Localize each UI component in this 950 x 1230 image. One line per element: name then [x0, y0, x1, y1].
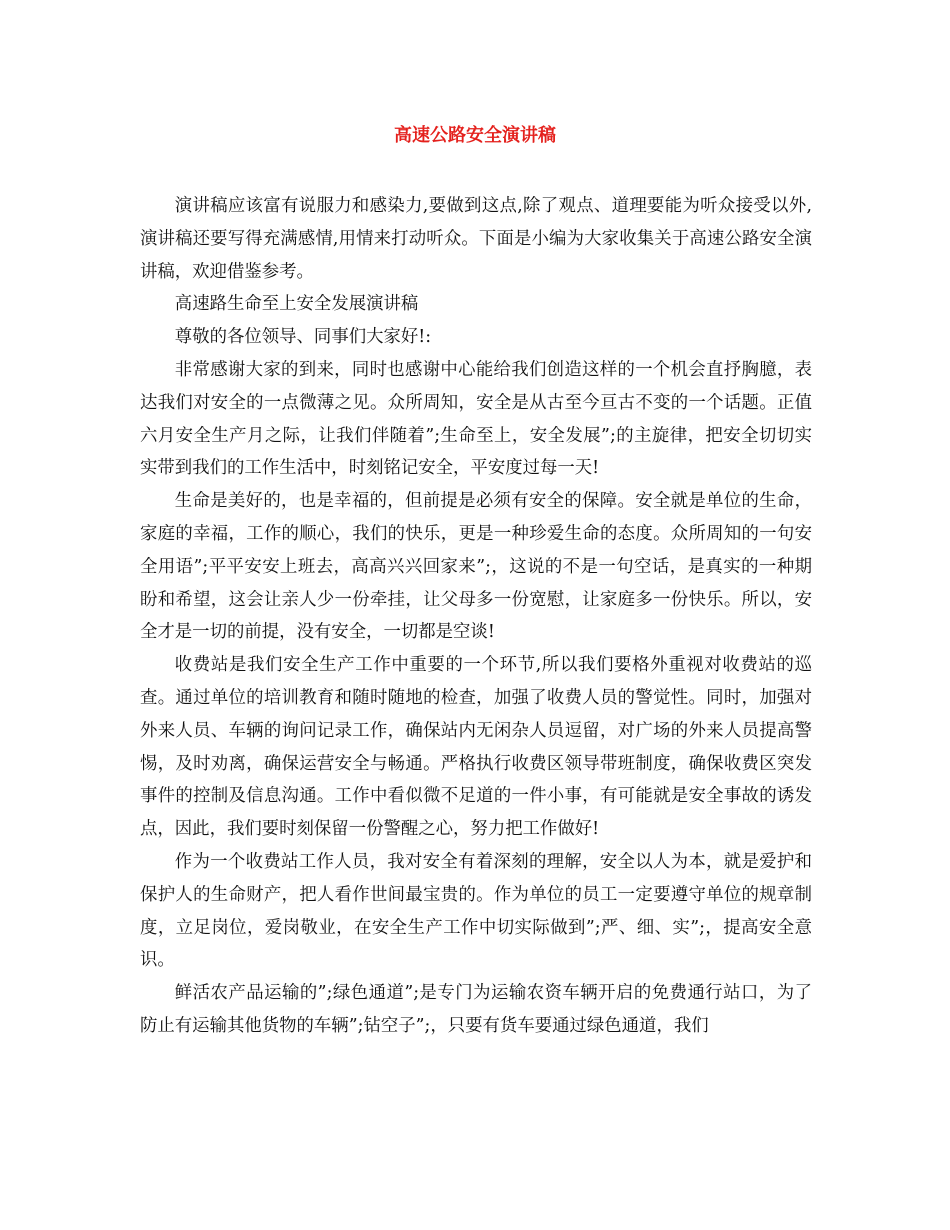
paragraph-life: 生命是美好的，也是幸福的，但前提是必须有安全的保障。安全就是单位的生命，家庭的幸福，工作的顺心，我们的快乐，更是一种珍爱生命的态度。众所周知的一句安全用语”;平平安安上班去，高高兴兴回家来”;，这说的不是一句空话，是真实的一种期盼和希望，这会让亲人少一份牵挂，让父母多一份宽慰，让家庭多一份快乐。所以，安全才是一切的前提，没有安全，一切都是空谈!	[140, 491, 812, 643]
paragraph-greeting: 尊敬的各位领导、同事们大家好!:	[174, 327, 432, 348]
paragraph-toll-station: 收费站是我们安全生产工作中重要的一个环节,所以我们要格外重视对收费站的巡查。通过单位的培训教育和随时随地的检查，加强了收费人员的警觉性。同时，加强对外来人员、车辆的询问记录工作，确保站内无闲杂人员逗留，对广场的外来人员提高警惕，及时劝离，确保运营安全与畅通。严格执行收费区领导带班制度，确保收费区突发事件的控制及信息沟通。工作中看似微不足道的一件小事，有可能就是安全事故的诱发点，因此，我们要时刻保留一份警醒之心，努力把工作做好!	[140, 655, 812, 840]
paragraph-green-channel: 鲜活农产品运输的”;绿色通道”;是专门为运输农资车辆开启的免费通行站口，为了防止有运输其他货物的车辆”;钻空子”;，只要有货车要通过绿色通道，我们	[140, 983, 812, 1036]
document-title: 高速公路安全演讲稿	[394, 125, 556, 146]
paragraph-intro: 演讲稿应该富有说服力和感染力,要做到这点,除了观点、道理要能为听众接受以外,演讲稿还要写得充满感情,用情来打动听众。下面是小编为大家收集关于高速公路安全演讲稿，欢迎借鉴参考。	[140, 196, 812, 282]
paragraph-speech-title: 高速路生命至上安全发展演讲稿	[174, 294, 419, 315]
paragraph-staff: 作为一个收费站工作人员，我对安全有着深刻的理解，安全以人为本，就是爱护和保护人的生命财产，把人看作世间最宝贵的。作为单位的员工一定要遵守单位的规章制度，立足岗位，爱岗敬业，在安全生产工作中切实际做到”;严、细、实”;，提高安全意识。	[140, 851, 812, 971]
paragraph-thanks: 非常感谢大家的到来，同时也感谢中心能给我们创造这样的一个机会直抒胸臆，表达我们对安全的一点微薄之见。众所周知，安全是从古至今亘古不变的一个话题。正值六月安全生产月之际，让我们伴随着”;生命至上，安全发展”;的主旋律，把安全切切实实带到我们的工作生活中，时刻铭记安全，平安度过每一天!	[140, 359, 812, 479]
document-body	[140, 190, 812, 1043]
